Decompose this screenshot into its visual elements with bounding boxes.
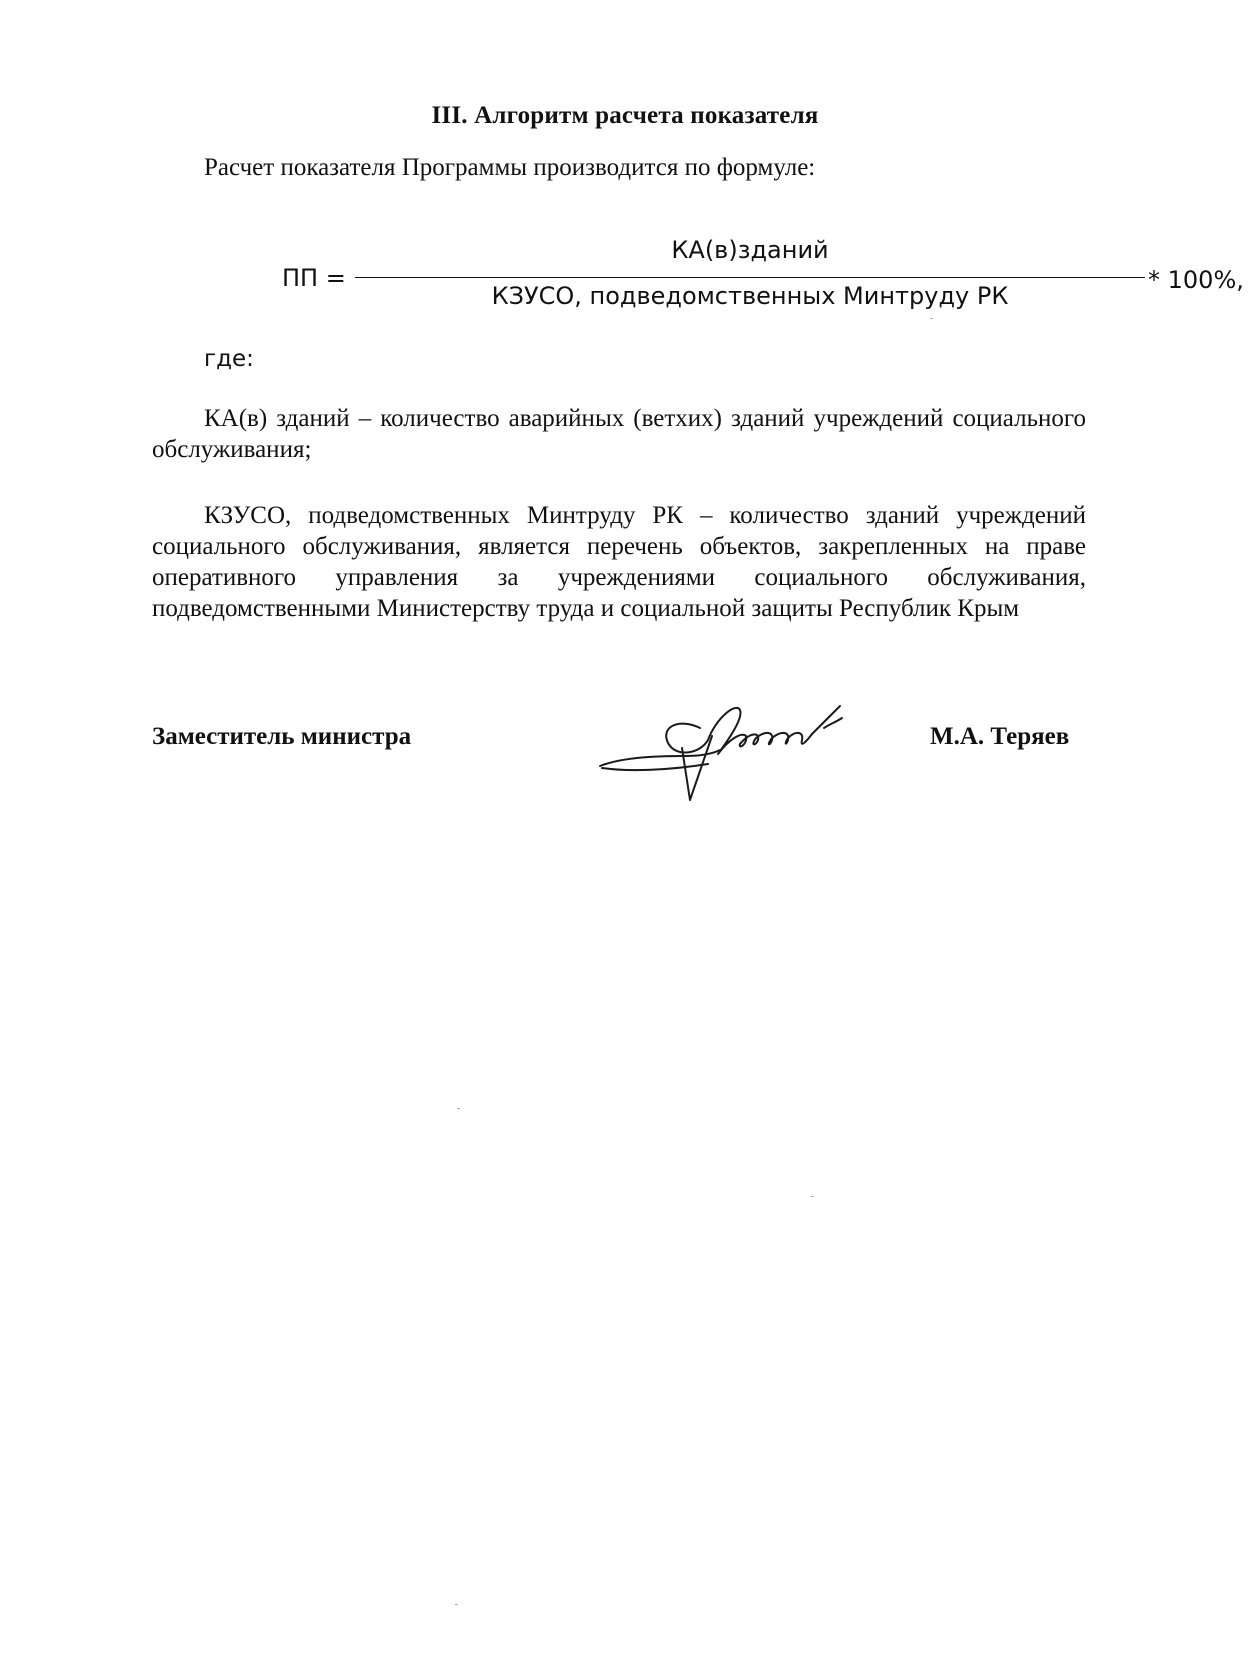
intro-text: Расчет показателя Программы производится по формуле: (204, 154, 816, 181)
formula-denominator: КЗУСО, подведомственных Минтруду РК (491, 282, 1009, 310)
scan-speck (811, 1196, 814, 1197)
scan-speck (930, 318, 933, 319)
definition-paragraph: КА(в) зданий – количество аварийных (ветхих) зданий учреждений социального обслуживания; (152, 405, 1086, 463)
formula-rhs: * 100%, (1148, 266, 1244, 294)
scan-speck (455, 1604, 458, 1605)
where-label: где: (204, 346, 254, 372)
definition-paragraph: КЗУСО, подведомственных Минтруду РК – количество зданий учреждений социального обслуживания, является перечень объектов, закрепленных на праве оперативного управления за учреждениями социального обслуживания, подведомственными Министерству труда и социальной защиты Республик Крым (152, 502, 1086, 622)
formula-numerator: КА(в)зданий (671, 236, 829, 264)
section-heading: III. Алгоритм расчета показателя (431, 102, 819, 129)
fraction-line (355, 277, 1145, 278)
scan-speck (457, 1108, 460, 1109)
signatory-position: Заместитель министра (152, 723, 412, 750)
signatory-name: М.А. Теряев (930, 723, 1070, 750)
formula-lhs: ПП = (282, 264, 346, 292)
handwritten-signature (590, 688, 880, 818)
